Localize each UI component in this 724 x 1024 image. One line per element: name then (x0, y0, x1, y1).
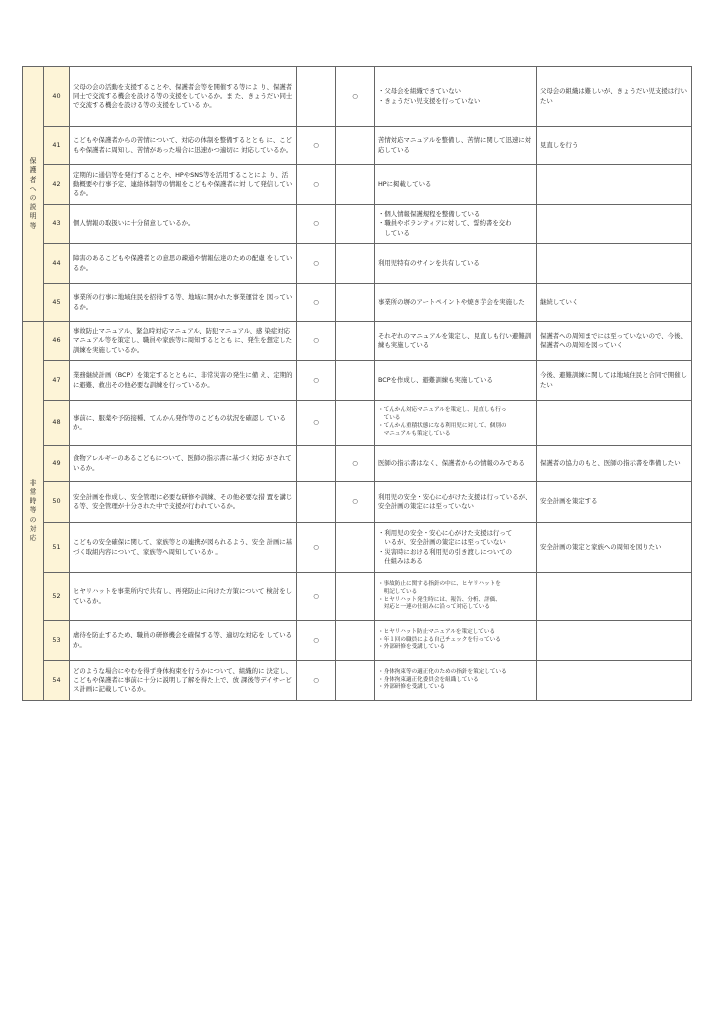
table-row (23, 523, 692, 573)
improvement-plan (537, 661, 692, 701)
yes-mark: ○ (297, 523, 336, 573)
table-row (23, 661, 692, 701)
status-note: 利用児特有のサインを共有している (375, 244, 537, 284)
item-number: 53 (44, 621, 70, 661)
item-number: 41 (44, 127, 70, 165)
item-number: 47 (44, 361, 70, 401)
status-note: ・個人情報保護規程を整備している ・職員やボランティアに対して、誓約書を交わ している (375, 205, 537, 244)
status-note: それぞれのマニュアルを策定し、見直しも行い避難訓練も実施している (375, 322, 537, 361)
yes-mark (297, 446, 336, 482)
table-row (23, 621, 692, 661)
yes-mark: ○ (297, 244, 336, 284)
item-number: 51 (44, 523, 70, 573)
status-note: ・身体拘束等の適正化のための指針を策定している ・身体拘束適正化委員会を組織している ・外部研修を受講している (375, 661, 537, 701)
improvement-plan: 保護者の協力のもと、医師の指示書を準備したい (537, 446, 692, 482)
status-note: ・ヒヤリハット防止マニュアルを策定している ・年１回の職員による自己チェックを行っている ・外部研修を受講している (375, 621, 537, 661)
improvement-plan (537, 244, 692, 284)
improvement-plan (537, 205, 692, 244)
no-mark (336, 205, 375, 244)
status-note: BCPを作成し、避難訓練も実施している (375, 361, 537, 401)
status-note: ・父母会を組織できていない ・きょうだい児支援を行っていない (375, 67, 537, 127)
no-mark (336, 661, 375, 701)
item-number: 44 (44, 244, 70, 284)
item-number: 52 (44, 573, 70, 621)
question-text: 事前に、服薬や予防接種、てんかん発作等のこどもの状況を確認し ているか。 (70, 401, 297, 446)
improvement-plan (537, 621, 692, 661)
question-text: ヒヤリハットを事業所内で共有し、再発防止に向けた方策について 検討をしているか。 (70, 573, 297, 621)
no-mark (336, 621, 375, 661)
item-number: 54 (44, 661, 70, 701)
table-row (23, 401, 692, 446)
question-text: 事業所の行事に地域住民を招待する等、地域に開かれた事業運営を 図っているか。 (70, 284, 297, 322)
improvement-plan (537, 401, 692, 446)
question-text: こどもや保護者からの苦情について、対応の体制を整備するととも に、こどもや保護者に周知し、苦情があった場合に迅速かつ適切に 対応しているか。 (70, 127, 297, 165)
no-mark: ○ (336, 67, 375, 127)
improvement-plan: 安全計画の策定と家族への周知を図りたい (537, 523, 692, 573)
question-text: 事故防止マニュアル、緊急時対応マニュアル、防犯マニュアル、感 染症対応マニュアル等を策定し、職員や家族等に周知するととも に、発生を想定した訓練を実施しているか。 (70, 322, 297, 361)
question-text: 食物アレルギーのあるこどもについて、医師の指示書に基づく対応 がされているか。 (70, 446, 297, 482)
status-note: ・てんかん対応マニュアルを策定し、見直しも行っ ている ・てんかん重積状態になる利用児に対して、個別の マニュアルも策定している (375, 401, 537, 446)
question-text: 個人情報の取扱いに十分留意しているか。 (70, 205, 297, 244)
category-emergency-response: 非常時等の対応 (23, 322, 44, 701)
no-mark (336, 244, 375, 284)
table-row (23, 573, 692, 621)
table-row (23, 205, 692, 244)
item-number: 43 (44, 205, 70, 244)
item-number: 46 (44, 322, 70, 361)
question-text: 安全計画を作成し、安全管理に必要な研修や訓練、その他必要な措 置を講じる等、安全管理が十分された中で支援が行われているか。 (70, 482, 297, 523)
table-row (23, 244, 692, 284)
question-text: こどもの安全確保に関して、家族等との連携が図られるよう、安全 計画に基づく取組内容について、家族等へ周知しているか 。 (70, 523, 297, 573)
table-row (23, 67, 692, 127)
improvement-plan: 父母会の組織は難しいが、きょうだい児支援は行いたい (537, 67, 692, 127)
status-note: 苦情対応マニュアルを整備し、苦情に関して迅速に対応している (375, 127, 537, 165)
question-text: 障害のあるこどもや保護者との意思の疎通や情報伝達のための配慮 をしているか。 (70, 244, 297, 284)
status-note: HPに掲載している (375, 165, 537, 205)
improvement-plan (537, 573, 692, 621)
item-number: 42 (44, 165, 70, 205)
yes-mark: ○ (297, 361, 336, 401)
table-row (23, 165, 692, 205)
yes-mark: ○ (297, 401, 336, 446)
status-note: 利用児の安全・安心に心がけた支援は行っているが、安全計画の策定には至っていない (375, 482, 537, 523)
yes-mark: ○ (297, 165, 336, 205)
no-mark (336, 127, 375, 165)
no-mark (336, 523, 375, 573)
improvement-plan (537, 165, 692, 205)
no-mark (336, 284, 375, 322)
question-text: 定期的に通信等を発行することや、HPやSNS等を活用することによ り、活動概要や行事予定、連絡体制等の情報をこどもや保護者に対 して発信しているか。 (70, 165, 297, 205)
status-note: 事業所の塀のアートペイントや焼き芋会を実施した (375, 284, 537, 322)
category-guardian-explanation: 保護者への説明等 (23, 67, 44, 322)
table-row (23, 446, 692, 482)
yes-mark: ○ (297, 621, 336, 661)
item-number: 50 (44, 482, 70, 523)
improvement-plan: 見直しを行う (537, 127, 692, 165)
improvement-plan: 保護者への周知までには至っていないので、今後、保護者への周知を図っていく (537, 322, 692, 361)
yes-mark (297, 67, 336, 127)
yes-mark (297, 482, 336, 523)
no-mark: ○ (336, 446, 375, 482)
status-note: ・利用児の安全・安心に心がけた支援は行って いるが、安全計画の策定には至っていない ・災害時における利用児の引き渡しについての 仕組みはある (375, 523, 537, 573)
table-row (23, 127, 692, 165)
yes-mark: ○ (297, 205, 336, 244)
item-number: 48 (44, 401, 70, 446)
improvement-plan: 安全計画を策定する (537, 482, 692, 523)
question-text: どのような場合にやむを得ず身体拘束を行うかについて、組織的に 決定し、こどもや保護者に事前に十分に説明し了解を得た上で、放 課後等デイサービス計画に記載しているか。 (70, 661, 297, 701)
table-body (23, 67, 692, 701)
status-note: 医師の指示書はなく、保護者からの情報のみである (375, 446, 537, 482)
no-mark (336, 573, 375, 621)
yes-mark: ○ (297, 573, 336, 621)
yes-mark: ○ (297, 127, 336, 165)
table-row (23, 361, 692, 401)
no-mark (336, 361, 375, 401)
self-evaluation-table (22, 66, 692, 701)
item-number: 45 (44, 284, 70, 322)
question-text: 虐待を防止するため、職員の研修機会を確保する等、適切な対応を しているか。 (70, 621, 297, 661)
improvement-plan: 継続していく (537, 284, 692, 322)
item-number: 49 (44, 446, 70, 482)
item-number: 40 (44, 67, 70, 127)
table-row (23, 284, 692, 322)
question-text: 父母の会の活動を支援することや、保護者会等を開催する等によ り、保護者同士で交流する機会を設ける等の支援をしているか。ま た、きょうだい同士で交流する機会を設ける等の支援をしている か。 (70, 67, 297, 127)
no-mark (336, 401, 375, 446)
no-mark (336, 165, 375, 205)
table-row (23, 482, 692, 523)
improvement-plan: 今後、避難訓練に関しては地域住民と合同で開催したい (537, 361, 692, 401)
no-mark: ○ (336, 482, 375, 523)
no-mark (336, 322, 375, 361)
status-note: ・事故防止に関する指針の中に、ヒヤリハットを 明記している ・ヒヤリハット発生時には、報告、分析、評価、 対応と一連の仕組みに沿って対応している (375, 573, 537, 621)
yes-mark: ○ (297, 661, 336, 701)
yes-mark: ○ (297, 322, 336, 361)
table-row (23, 322, 692, 361)
question-text: 業務継続計画（BCP）を策定するとともに、非常災害の発生に備 え、定期的に避難、救出その他必要な訓練を行っているか。 (70, 361, 297, 401)
yes-mark: ○ (297, 284, 336, 322)
